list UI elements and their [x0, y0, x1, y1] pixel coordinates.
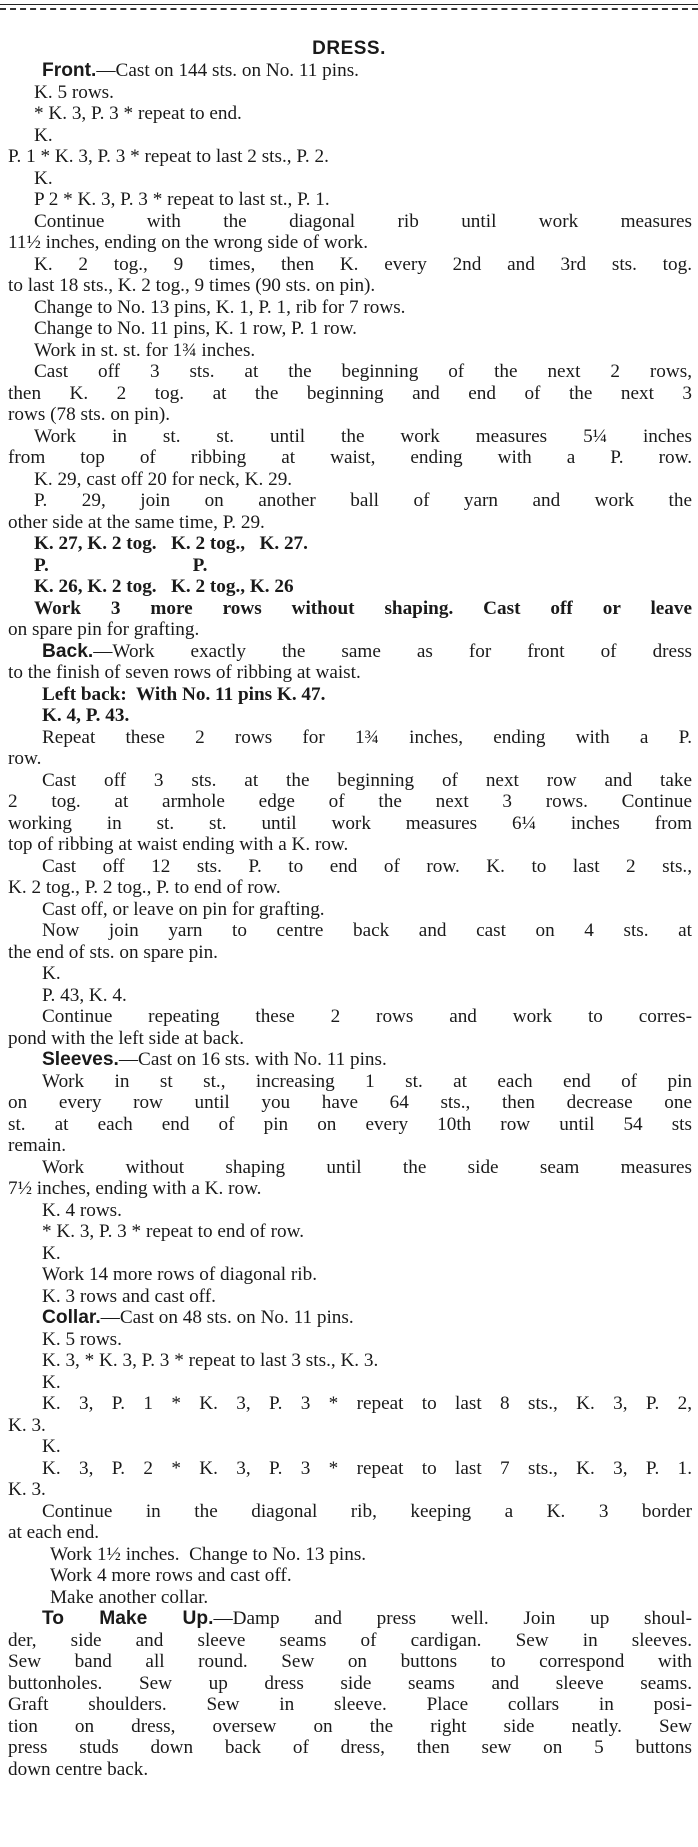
line-text: Change to No. 13 pins, K. 1, P. 1, rib for 7 rows. [34, 296, 406, 318]
text-line [8, 1286, 692, 1308]
text-line [8, 684, 692, 706]
line-text: Repeat these 2 rows for 1¾ inches, ending with a P. [42, 726, 692, 748]
pattern-body [8, 60, 692, 1780]
line-text: P. 29, join on another ball of yarn and work the [34, 490, 692, 511]
text-line [8, 1329, 692, 1351]
line-text: P. P. [34, 554, 208, 576]
line-text: remain. [8, 1135, 67, 1156]
text-line [8, 1006, 692, 1028]
text-line [8, 1350, 692, 1372]
text-line [8, 146, 692, 168]
text-line [8, 1071, 692, 1093]
section-heading: Back. [42, 640, 94, 662]
text-line [8, 1028, 692, 1050]
line-text: Work 3 more rows without shaping. Cast off or leave [34, 597, 692, 619]
text-line [8, 920, 692, 942]
text-line [8, 1436, 692, 1458]
text-line [8, 1651, 692, 1673]
text-line [8, 1092, 692, 1114]
line-text: Change to No. 11 pins, K. 1 row, P. 1 row. [34, 318, 357, 339]
line-text: Work 14 more rows of diagonal rib. [42, 1264, 318, 1285]
text-line [8, 1243, 692, 1265]
line-text: Now join yarn to centre back and cast on 4 sts. at [42, 920, 692, 941]
line-text: the end of sts. on spare pin. [8, 941, 218, 963]
line-text: K. 26, K. 2 tog. K. 2 tog., K. 26 [34, 576, 294, 597]
text-line [8, 254, 692, 276]
top-rule [0, 4, 698, 10]
text-line [8, 232, 692, 254]
line-text: Work in st. st. until the work measures 5¼ inches [34, 425, 692, 447]
line-text: Cast off 3 sts. at the beginning of next row and take [42, 769, 692, 791]
line-text: Cast off, or leave on pin for grafting. [42, 898, 325, 920]
line-text: to last 18 sts., K. 2 tog., 9 times (90 sts. on pin). [8, 275, 376, 296]
line-text: K. 4 rows. [42, 1199, 122, 1221]
line-text: from top of ribbing at waist, ending with a P. row. [8, 447, 692, 468]
line-text: K. [42, 1242, 61, 1264]
line-text: then K. 2 tog. at the beginning and end of the next 3 [8, 382, 692, 404]
text-line [8, 1307, 692, 1329]
line-text: down centre back. [8, 1758, 149, 1780]
line-text: K. 3, P. 2 * K. 3, P. 3 * repeat to last 7 sts., K. 3, P. 1. [42, 1457, 692, 1479]
line-text: —Cast on 16 sts. with No. 11 pins. [118, 1049, 387, 1070]
text-line [8, 641, 692, 663]
line-text: 2 tog. at armhole edge of the next 3 rows. Continue [8, 791, 692, 812]
line-text: row. [8, 748, 42, 769]
text-line [8, 1114, 692, 1136]
text-line [8, 1415, 692, 1437]
text-line [8, 1716, 692, 1738]
line-text: Sew band all round. Sew on buttons to correspond with [8, 1651, 692, 1672]
line-text: K. 4, P. 43. [42, 705, 130, 726]
line-text: K. [42, 1371, 61, 1393]
line-text: K. 5 rows. [42, 1328, 122, 1350]
page-title: DRESS. [312, 38, 386, 59]
section-heading: Front. [42, 60, 97, 81]
text-line [8, 985, 692, 1007]
text-line [8, 1759, 692, 1781]
line-text: K. [42, 963, 61, 984]
line-text: K. 29, cast off 20 for neck, K. 29. [34, 468, 293, 490]
line-text: K. 3, * K. 3, P. 3 * repeat to last 3 sts., K. 3. [42, 1350, 379, 1371]
text-line [8, 963, 692, 985]
text-line [8, 490, 692, 512]
text-line [8, 1565, 692, 1587]
text-line [8, 598, 692, 620]
line-text: K. 2 tog., P. 2 tog., P. to end of row. [8, 877, 281, 898]
line-text: Cast off 3 sts. at the beginning of the next 2 rows, [34, 361, 692, 382]
text-line [8, 899, 692, 921]
text-line [8, 275, 692, 297]
line-text: P 2 * K. 3, P. 3 * repeat to last st., P. 1. [34, 189, 330, 210]
text-line [8, 469, 692, 491]
line-text: K. [42, 1436, 61, 1457]
text-line [8, 361, 692, 383]
line-text: der, side and sleeve seams of cardigan. Sew in sleeves. [8, 1629, 692, 1651]
text-line [8, 512, 692, 534]
text-line [8, 877, 692, 899]
line-text: K. [34, 124, 53, 146]
line-text: P. 43, K. 4. [42, 984, 127, 1006]
text-line [8, 576, 692, 598]
line-text: at each end. [8, 1522, 100, 1543]
text-line [8, 1587, 692, 1609]
text-line [8, 82, 692, 104]
line-text: * K. 3, P. 3 * repeat to end of row. [42, 1221, 304, 1242]
text-line [8, 103, 692, 125]
text-line [8, 383, 692, 405]
line-text: —Cast on 48 sts. on No. 11 pins. [100, 1307, 354, 1328]
line-text: Graft shoulders. Sew in sleeve. Place collars in posi- [8, 1694, 692, 1715]
line-text: st. at each end of pin on every 10th row until 54 sts [8, 1113, 692, 1135]
text-line [8, 1200, 692, 1222]
line-text: —Work exactly the same as for front of dress [93, 640, 692, 662]
line-text: working in st. st. until work measures 6¼ inches from [8, 812, 692, 834]
line-text: Work in st st., increasing 1 st. at each end of pin [42, 1070, 692, 1092]
line-text: tion on dress, oversew on the right side neatly. Sew [8, 1715, 692, 1737]
text-line [8, 1479, 692, 1501]
text-line [8, 404, 692, 426]
text-line [8, 1135, 692, 1157]
text-line [8, 770, 692, 792]
line-text: on every row until you have 64 sts., then decrease one [8, 1092, 692, 1113]
text-line [8, 748, 692, 770]
text-line [8, 555, 692, 577]
text-line [8, 662, 692, 684]
section-heading: To Make Up. [42, 1608, 214, 1629]
text-line [8, 340, 692, 362]
text-line [8, 619, 692, 641]
line-text: to the finish of seven rows of ribbing at waist. [8, 662, 361, 683]
text-line [8, 791, 692, 813]
line-text: Left back: With No. 11 pins K. 47. [42, 683, 326, 705]
text-line [8, 1157, 692, 1179]
text-line [8, 1673, 692, 1695]
text-line [8, 1522, 692, 1544]
line-text: K. 3. [8, 1414, 46, 1436]
text-line [8, 1544, 692, 1566]
text-line [8, 1737, 692, 1759]
text-line [8, 942, 692, 964]
text-line [8, 297, 692, 319]
line-text: Make another collar. [50, 1586, 209, 1608]
line-text: P. 1 * K. 3, P. 3 * repeat to last 2 sts., P. 2. [8, 146, 329, 167]
line-text: Continue in the diagonal rib, keeping a K. 3 border [42, 1500, 692, 1522]
text-line [8, 1049, 692, 1071]
line-text: Cast off 12 sts. P. to end of row. K. to last 2 sts., [42, 855, 692, 877]
text-line [8, 1694, 692, 1716]
text-line [8, 856, 692, 878]
line-text: —Cast on 144 sts. on No. 11 pins. [96, 60, 359, 81]
text-line [8, 60, 692, 82]
text-line [8, 834, 692, 856]
text-line [8, 1178, 692, 1200]
text-line [8, 533, 692, 555]
line-text: Work in st. st. for 1¾ inches. [34, 339, 256, 361]
line-text: Continue with the diagonal rib until work measures [34, 210, 692, 232]
line-text: K. 2 tog., 9 times, then K. every 2nd and 3rd sts. tog. [34, 253, 692, 275]
line-text: press studs down back of dress, then sew on 5 buttons [8, 1737, 692, 1758]
line-text: other side at the same time, P. 29. [8, 511, 265, 533]
line-text: top of ribbing at waist ending with a K. row. [8, 834, 349, 855]
text-line [8, 1458, 692, 1480]
line-text: K. [34, 167, 53, 189]
line-text: on spare pin for grafting. [8, 619, 200, 640]
text-line [8, 727, 692, 749]
text-line [8, 1221, 692, 1243]
line-text: K. 5 rows. [34, 81, 114, 103]
text-line [8, 318, 692, 340]
line-text: Work without shaping until the side seam measures [42, 1156, 692, 1178]
line-text: K. 3, P. 1 * K. 3, P. 3 * repeat to last 8 sts., K. 3, P. 2, [42, 1393, 692, 1414]
line-text: rows (78 sts. on pin). [8, 404, 171, 425]
line-text: 11½ inches, ending on the wrong side of work. [8, 232, 369, 253]
section-heading: Sleeves. [42, 1049, 119, 1070]
text-line [8, 189, 692, 211]
line-text: Work 4 more rows and cast off. [50, 1565, 292, 1586]
text-line [8, 813, 692, 835]
line-text: 7½ inches, ending with a K. row. [8, 1178, 262, 1199]
text-line [8, 1630, 692, 1652]
text-line [8, 1501, 692, 1523]
text-line [8, 211, 692, 233]
line-text: pond with the left side at back. [8, 1027, 245, 1049]
line-text: K. 3 rows and cast off. [42, 1285, 216, 1307]
line-text: * K. 3, P. 3 * repeat to end. [34, 103, 242, 124]
text-line [8, 125, 692, 147]
line-text: buttonholes. Sew up dress side seams and sleeve seams. [8, 1672, 692, 1694]
section-heading: Collar. [42, 1307, 101, 1328]
text-line [8, 426, 692, 448]
text-line [8, 168, 692, 190]
text-line [8, 1264, 692, 1286]
line-text: K. 27, K. 2 tog. K. 2 tog., K. 27. [34, 533, 308, 554]
line-text: —Damp and press well. Join up shoul- [213, 1608, 692, 1629]
line-text: Work 1½ inches. Change to No. 13 pins. [50, 1543, 367, 1565]
text-line [8, 447, 692, 469]
text-line [8, 1393, 692, 1415]
text-line [8, 1372, 692, 1394]
text-line [8, 705, 692, 727]
line-text: Continue repeating these 2 rows and work to corres- [42, 1006, 692, 1027]
text-line [8, 1608, 692, 1630]
line-text: K. 3. [8, 1479, 46, 1500]
